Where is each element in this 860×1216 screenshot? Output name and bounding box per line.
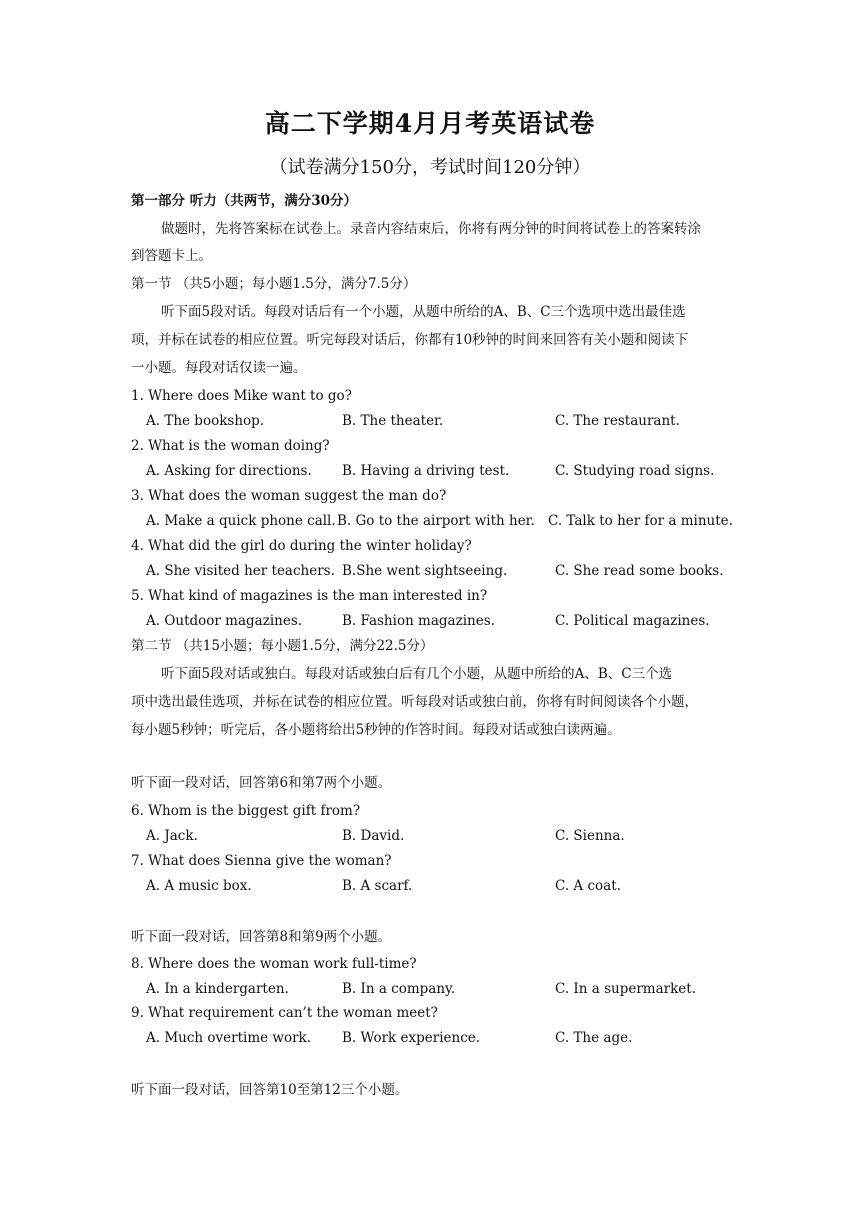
question-text: 5. What kind of magazines is the man interested in? [131, 588, 488, 604]
option-a: A. The bookshop. [146, 413, 265, 429]
section1-instruction-line: 项，并标在试卷的相应位置。听完每段对话后，你都有10秒钟的时间来回答有关小题和阅读下 [131, 332, 689, 348]
option-c: C. A coat. [555, 878, 621, 894]
part1-intro-line: 到答题卡上。 [131, 248, 212, 264]
option-c: C. She read some books. [555, 563, 724, 579]
question-text: 2. What is the woman doing? [131, 438, 330, 454]
option-a: A. Outdoor magazines. [146, 613, 303, 629]
section2-instruction-line: 听下面5段对话或独白。每段对话或独白后有几个小题，从题中所给的A、B、C三个选 [161, 666, 673, 682]
section2-heading: 第二节 （共15小题；每小题1.5分，满分22.5分） [131, 638, 434, 654]
option-b: B. Fashion magazines. [342, 613, 495, 629]
option-b: B.She went sightseeing. [342, 563, 508, 579]
question-text: 3. What does the woman suggest the man do? [131, 488, 447, 504]
option-b: B. A scarf. [342, 878, 413, 894]
option-b: B. The theater. [342, 413, 444, 429]
option-a: A. Asking for directions. [146, 463, 312, 479]
section2-instruction-line: 项中选出最佳选项，并标在试卷的相应位置。听每段对话或独白前，你将有时间阅读各个小题， [131, 694, 698, 710]
section2-instruction-line: 每小题5秒钟；听完后，各小题将给出5秒钟的作答时间。每段对话或独白读两遍。 [131, 722, 621, 738]
option-a: A. Jack. [146, 828, 198, 844]
group-intro: 听下面一段对话，回答第10至第12三个小题。 [131, 1082, 409, 1098]
question-text: 8. Where does the woman work full-time? [131, 956, 417, 972]
question-text: 6. Whom is the biggest gift from? [131, 803, 361, 819]
option-b: B. Having a driving test. [342, 463, 510, 479]
question-text: 4. What did the girl do during the winter holiday? [131, 538, 472, 554]
section1-instruction-line: 一小题。每段对话仅读一遍。 [131, 360, 307, 376]
page-subtitle: （试卷满分150分，考试时间120分钟） [269, 157, 591, 178]
option-a: A. In a kindergarten. [146, 981, 289, 997]
option-b: B. In a company. [342, 981, 456, 997]
option-c: C. Studying road signs. [555, 463, 715, 479]
question-text: 9. What requirement can’t the woman meet? [131, 1005, 438, 1021]
option-c: C. Talk to her for a minute. [548, 513, 733, 529]
option-a: A. Much overtime work. [146, 1030, 312, 1046]
page-title: 高二下学期4月月考英语试卷 [264, 109, 596, 138]
question-text: 1. Where does Mike want to go? [131, 388, 352, 404]
option-a: A. She visited her teachers. [146, 563, 335, 579]
option-c: C. Political magazines. [555, 613, 710, 629]
part1-heading: 第一部分 听力（共两节，满分30分） [131, 193, 357, 209]
section1-instruction-line: 听下面5段对话。每段对话后有一个小题，从题中所给的A、B、C三个选项中选出最佳选 [161, 304, 686, 320]
option-c: C. In a supermarket. [555, 981, 696, 997]
option-a: A. Make a quick phone call. [146, 513, 336, 529]
section1-heading: 第一节 （共5小题；每小题1.5分，满分7.5分） [131, 276, 417, 292]
option-a: A. A music box. [146, 878, 252, 894]
question-text: 7. What does Sienna give the woman? [131, 853, 392, 869]
option-b: B. Work experience. [342, 1030, 481, 1046]
option-c: C. The age. [555, 1030, 633, 1046]
option-b: B. Go to the airport with her. [337, 513, 535, 529]
part1-intro-line: 做题时，先将答案标在试卷上。录音内容结束后，你将有两分钟的时间将试卷上的答案转涂 [161, 221, 701, 237]
option-c: C. Sienna. [555, 828, 625, 844]
group-intro: 听下面一段对话，回答第8和第9两个小题。 [131, 929, 392, 945]
group-intro: 听下面一段对话，回答第6和第7两个小题。 [131, 775, 392, 791]
option-c: C. The restaurant. [555, 413, 680, 429]
option-b: B. David. [342, 828, 405, 844]
